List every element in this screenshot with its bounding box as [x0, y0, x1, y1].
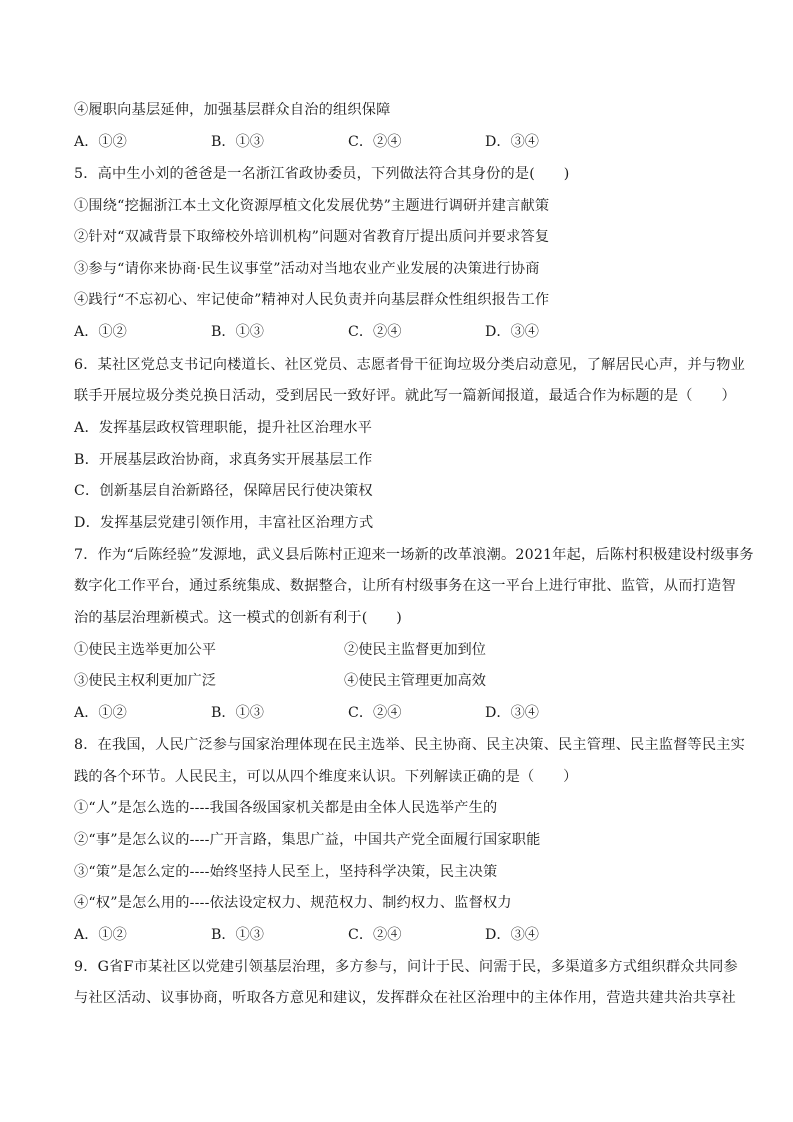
q9-stem-line-1: 9．G省F市某社区以党建引领基层治理，多方参与，问计于民、问需于民，多渠道多方式组织群众共同参: [74, 959, 738, 975]
q9-stem-line-2: 与社区活动、议事协商，听取各方意见和建议，发挥群众在社区治理中的主体作用，营造共建共治共享社: [74, 990, 736, 1006]
q8-option-d: D．③④: [485, 927, 539, 943]
q8-item-3: ③“策”是怎么定的----始终坚持人民至上，坚持科学决策，民主决策: [74, 864, 498, 880]
q7-option-d: D．③④: [485, 705, 539, 721]
q4-item-4: ④履职向基层延伸，加强基层群众自治的组织保障: [74, 102, 391, 118]
q6-choice-a: A．发挥基层政权管理职能，提升社区治理水平: [74, 420, 373, 436]
q5-option-b: B．①③: [211, 324, 264, 340]
q6-choice-b: B．开展基层政治协商，求真务实开展基层工作: [74, 452, 373, 468]
q7-item-1: ①使民主选举更加公平: [74, 642, 216, 658]
q8-item-2: ②“事”是怎么议的----广开言路，集思广益，中国共产党全面履行国家职能: [74, 832, 541, 848]
q7-items-row-2: [74, 671, 694, 691]
q8-option-b: B．①③: [211, 927, 264, 943]
q8-item-4: ④“权”是怎么用的----依法设定权力、规范权力、制约权力、监督权力: [74, 895, 512, 911]
q4-option-a: A．①②: [74, 134, 127, 150]
q7-stem-line-2: 数字化工作平台，通过系统集成、数据整合，让所有村级事务在这一平台上进行审批、监管，从而打造智: [74, 578, 736, 594]
q5-option-d: D．③④: [485, 324, 539, 340]
q7-stem-line-1: 7．作为“后陈经验”发源地，武义县后陈村正迎来一场新的改革浪潮。2021年起，后陈村积极建设村级事务: [74, 547, 754, 563]
q7-stem-line-3: 治的基层治理新模式。这一模式的创新有利于( ): [74, 610, 402, 626]
q5-option-c: C．②④: [348, 324, 402, 340]
q7-item-4: ④使民主管理更加高效: [344, 673, 486, 689]
q7-item-3: ③使民主权利更加广泛: [74, 673, 216, 689]
q8-option-a: A．①②: [74, 927, 127, 943]
q4-option-c: C．②④: [348, 134, 402, 150]
q5-item-3: ③参与“请你来协商·民生议事堂”活动对当地农业产业发展的决策进行协商: [74, 261, 540, 277]
q8-item-1: ①“人”是怎么选的----我国各级国家机关都是由全体人民选举产生的: [74, 800, 498, 816]
q6-stem-line-1: 6．某社区党总支书记向楼道长、社区党员、志愿者骨干征询垃圾分类启动意见，了解居民心声，并与物业: [74, 357, 746, 373]
q4-option-d: D．③④: [485, 134, 539, 150]
q5-stem: 5．高中生小刘的爸爸是一名浙江省政协委员，下列做法符合其身份的是( ): [74, 166, 570, 182]
q6-choice-d: D．发挥基层党建引领作用，丰富社区治理方式: [74, 515, 374, 531]
q7-option-a: A．①②: [74, 705, 127, 721]
q5-item-1: ①围绕“挖掘浙江本土文化资源厚植文化发展优势”主题进行调研并建言献策: [74, 198, 550, 214]
q5-option-a: A．①②: [74, 324, 127, 340]
q5-item-2: ②针对“双减背景下取缔校外培训机构”问题对省教育厅提出质问并要求答复: [74, 229, 550, 245]
q7-items-row-1: [74, 640, 694, 660]
q8-stem-line-2: 践的各个环节。人民民主，可以从四个维度来认识。下列解读正确的是（ ）: [74, 769, 578, 785]
q7-option-c: C．②④: [348, 705, 402, 721]
q4-option-b: B．①③: [211, 134, 264, 150]
q6-stem-line-2: 联手开展垃圾分类兑换日活动，受到居民一致好评。就此写一篇新闻报道，最适合作为标题的是（ ）: [74, 388, 736, 404]
q6-choice-c: C．创新基层自治新路径，保障居民行使决策权: [74, 483, 373, 499]
q8-stem-line-1: 8．在我国，人民广泛参与国家治理体现在民主选举、民主协商、民主决策、民主管理、民主监督等民主实: [74, 737, 746, 753]
q7-item-2: ②使民主监督更加到位: [344, 642, 486, 658]
q5-item-4: ④践行“不忘初心、牢记使命”精神对人民负责并向基层群众性组织报告工作: [74, 292, 550, 308]
q8-option-c: C．②④: [348, 927, 402, 943]
q7-option-b: B．①③: [211, 705, 264, 721]
